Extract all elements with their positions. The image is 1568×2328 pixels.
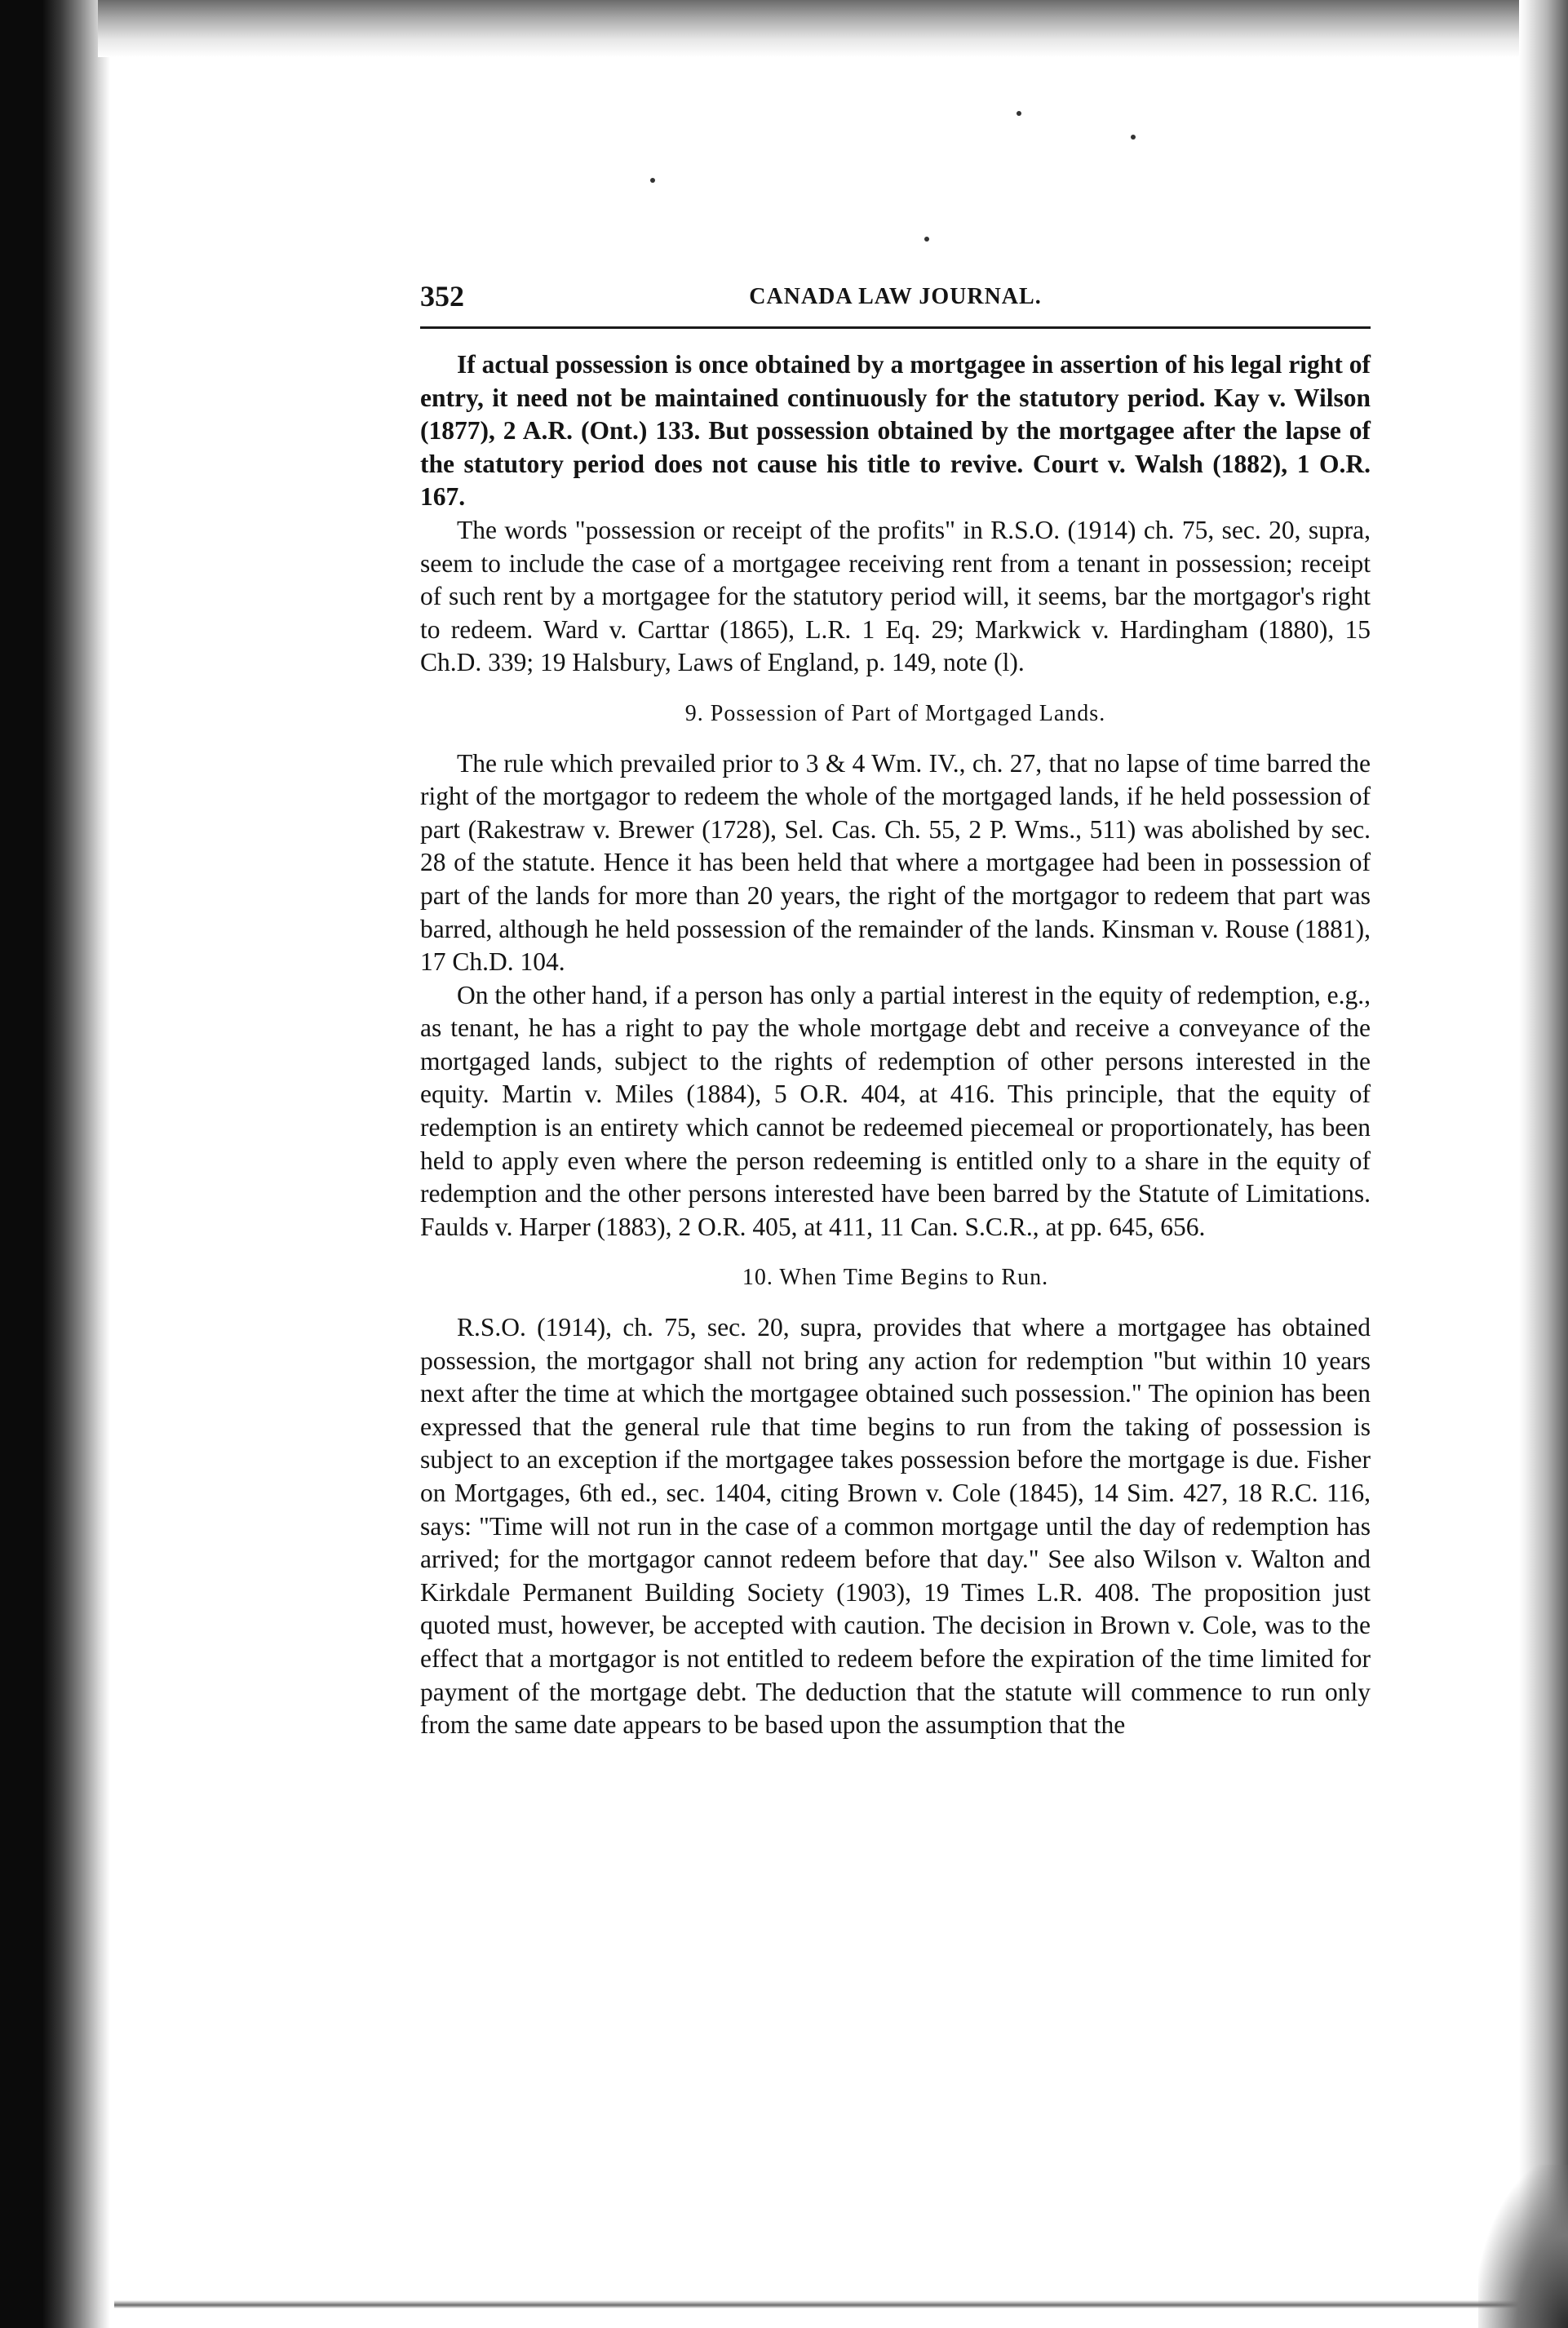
scan-corner-shadow: [1478, 2165, 1568, 2328]
scan-shadow-top: [98, 0, 1568, 57]
page-body: [420, 348, 1371, 1742]
section-heading-10: 10. When Time Begins to Run.: [742, 1265, 1049, 1291]
scan-speck: [1131, 135, 1136, 140]
paragraph-partial-interest: On the other hand, if a person has only a partial interest in the equity of redemption, e.g., as tenant, he has a right to pay the whole mortgage debt and receive a conveyance of the mortgaged lands, subject to the rights of redemption of other persons interested in the equity. Martin v. Miles (1884), 5 O.R. 404, at 416. This principle, that the equity of redemption is an entirety which cannot be redeemed piecemeal or proportionately, has been held to apply even where the person redeeming is entitled only to a share in the equity of redemption and the other persons interested have been barred by the Statute of Limitations. Faulds v. Harper (1883), 2 O.R. 405, at 411, 11 Can. S.C.R., at pp. 645, 656.: [420, 980, 1371, 1241]
paragraph-rso-1914: R.S.O. (1914), ch. 75, sec. 20, supra, provides that where a mortgagee has obtained possession, the mortgagor shall not bring any action for redemption "but within 10 years next after the time at which the mortgagee obtained such possession." The opinion has been expressed that the general rule that time begins to run from the taking of possession is subject to an exception if the mortgagee takes possession before the mortgage is due. Fisher on Mortgages, 6th ed., sec. 1404, citing Brown v. Cole (1845), 14 Sim. 427, 18 R.C. 116, says: "Time will not run in the case of a common mortgage until the day of redemption has arrived; for the mortgagor cannot redeem before that day." See also Wilson v. Walton and Kirkdale Permanent Building Society (1903), 19 Times L.R. 408. The proposition just quoted must, however, be accepted with caution. The decision in Brown v. Cole, was to the effect that a mortgagor is not entitled to redeem before the expiration of the time limited for payment of the mortgage debt. The deduction that the statute will commence to run only from the same date appears to be based upon the assumption that the: [420, 1313, 1371, 1740]
paragraph-rule-prior: The rule which prevailed prior to 3 & 4 Wm. IV., ch. 27, that no lapse of time barred the right of the mortgagor to redeem the whole of the mortgaged lands, if he held possession of part (Rakestraw v. Brewer (1728), Sel. Cas. Ch. 55, 2 P. Wms., 511) was abolished by sec. 28 of the statute. Hence it has been held that where a mortgagee had been in possession of part of the lands for more than 20 years, the right of the mortgagor to redeem that part was barred, although he held possession of the remainder of the lands. Kinsman v. Rouse (1881), 17 Ch.D. 104.: [420, 748, 1371, 977]
scan-edge-bottom: [114, 2291, 1568, 2328]
scan-speck: [1017, 111, 1021, 116]
paragraph-receipt-of-profits: The words "possession or receipt of the profits" in R.S.O. (1914) ch. 75, sec. 20, supra, seem to include the case of a mortgagee receiving rent from a tenant in possession; receipt of such rent by a mortgagee for the statutory period will, it seems, bar the mortgagor's right to redeem. Ward v. Carttar (1865), L.R. 1 Eq. 29; Markwick v. Hardingham (1880), 15 Ch.D. 339; 19 Halsbury, Laws of England, p. 149, note (l).: [420, 515, 1371, 677]
scan-shadow-left: [0, 0, 110, 2328]
document-page: [420, 277, 1371, 1742]
scan-speck: [650, 178, 655, 183]
page-header: [420, 277, 1371, 329]
paragraph-possession-once-obtained: If actual possession is once obtained by a mortgagee in assertion of his legal right of entry, it need not be maintained continuously for the statutory period. Kay v. Wilson (1877), 2 A.R. (Ont.) 133. But possession obtained by the mortgagee after the lapse of the statutory period does not cause his title to revive. Court v. Walsh (1882), 1 O.R. 167.: [420, 350, 1371, 512]
running-head: CANADA LAW JOURNAL.: [749, 284, 1042, 309]
scan-speck: [924, 237, 929, 242]
page-number: 352: [420, 280, 464, 313]
section-heading-9: 9. Possession of Part of Mortgaged Lands.: [684, 700, 1106, 726]
scan-shadow-right: [1519, 0, 1568, 2328]
